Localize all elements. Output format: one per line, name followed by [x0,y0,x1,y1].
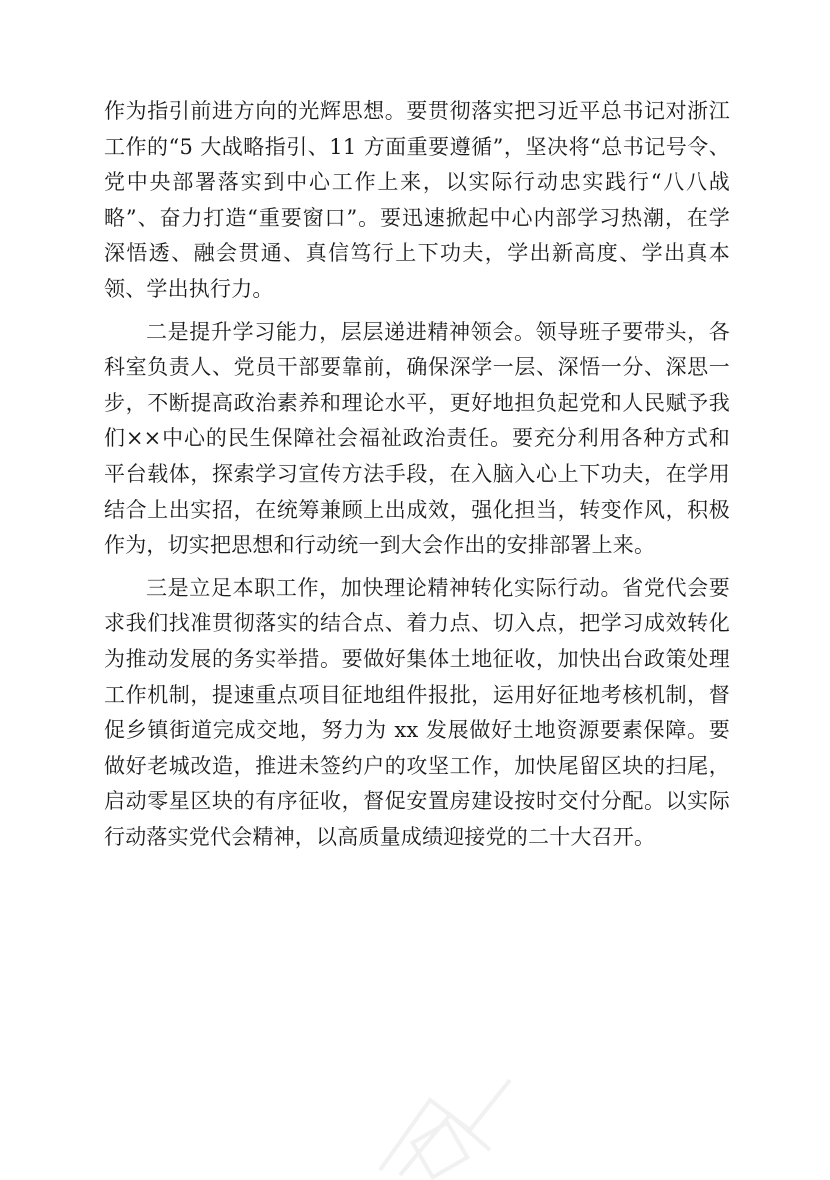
document-body [104,94,730,855]
watermark-graphic [360,1070,530,1180]
paragraph-point-two: 二是提升学习能力，层层递进精神领会。领导班子要带头，各科室负责人、党员干部要靠前，确保深学一层、深悟一分、深思一步，不断提高政治素养和理论水平，更好地担负起党和人民赋予我们××中心的民生保障社会福祉政治责任。要充分利用各种方式和平台载体，探索学习宣传方法手段，在入脑入心上下功夫，在学用结合上出实招，在统筹兼顾上出成效，强化担当，转变作风，积极作为，切实把思想和行动统一到大会作出的安排部署上来。 [104,319,730,558]
paragraph-continued: 作为指引前进方向的光辉思想。要贯彻落实把习近平总书记对浙江工作的“5 大战略指引、11 方面重要遵循”，坚决将“总书记号令、党中央部署落实到中心工作上来，以实际行动忠实践行“八八战略”、奋力打造“重要窗口”。要迅速掀起中心内部学习热潮，在学深悟透、融会贯通、真信笃行上下功夫，学出新高度、学出真本领、学出执行力。 [104,99,730,301]
paragraph-point-three: 三是立足本职工作，加快理论精神转化实际行动。省党代会要求我们找准贯彻落实的结合点、着力点、切入点，把学习成效转化为推动发展的务实举措。要做好集体土地征收，加快出台政策处理工作机制，提速重点项目征地组件报批，运用好征地考核机制，督促乡镇街道完成交地，努力为 xx 发展做好土地资源要素保障。要做好老城改造，推进未签约户的攻坚工作，加快尾留区块的扫尾，启动零星区块的有序征收，督促安置房建设按时交付分配。以实际行动落实党代会精神，以高质量成绩迎接党的二十大召开。 [104,575,730,849]
